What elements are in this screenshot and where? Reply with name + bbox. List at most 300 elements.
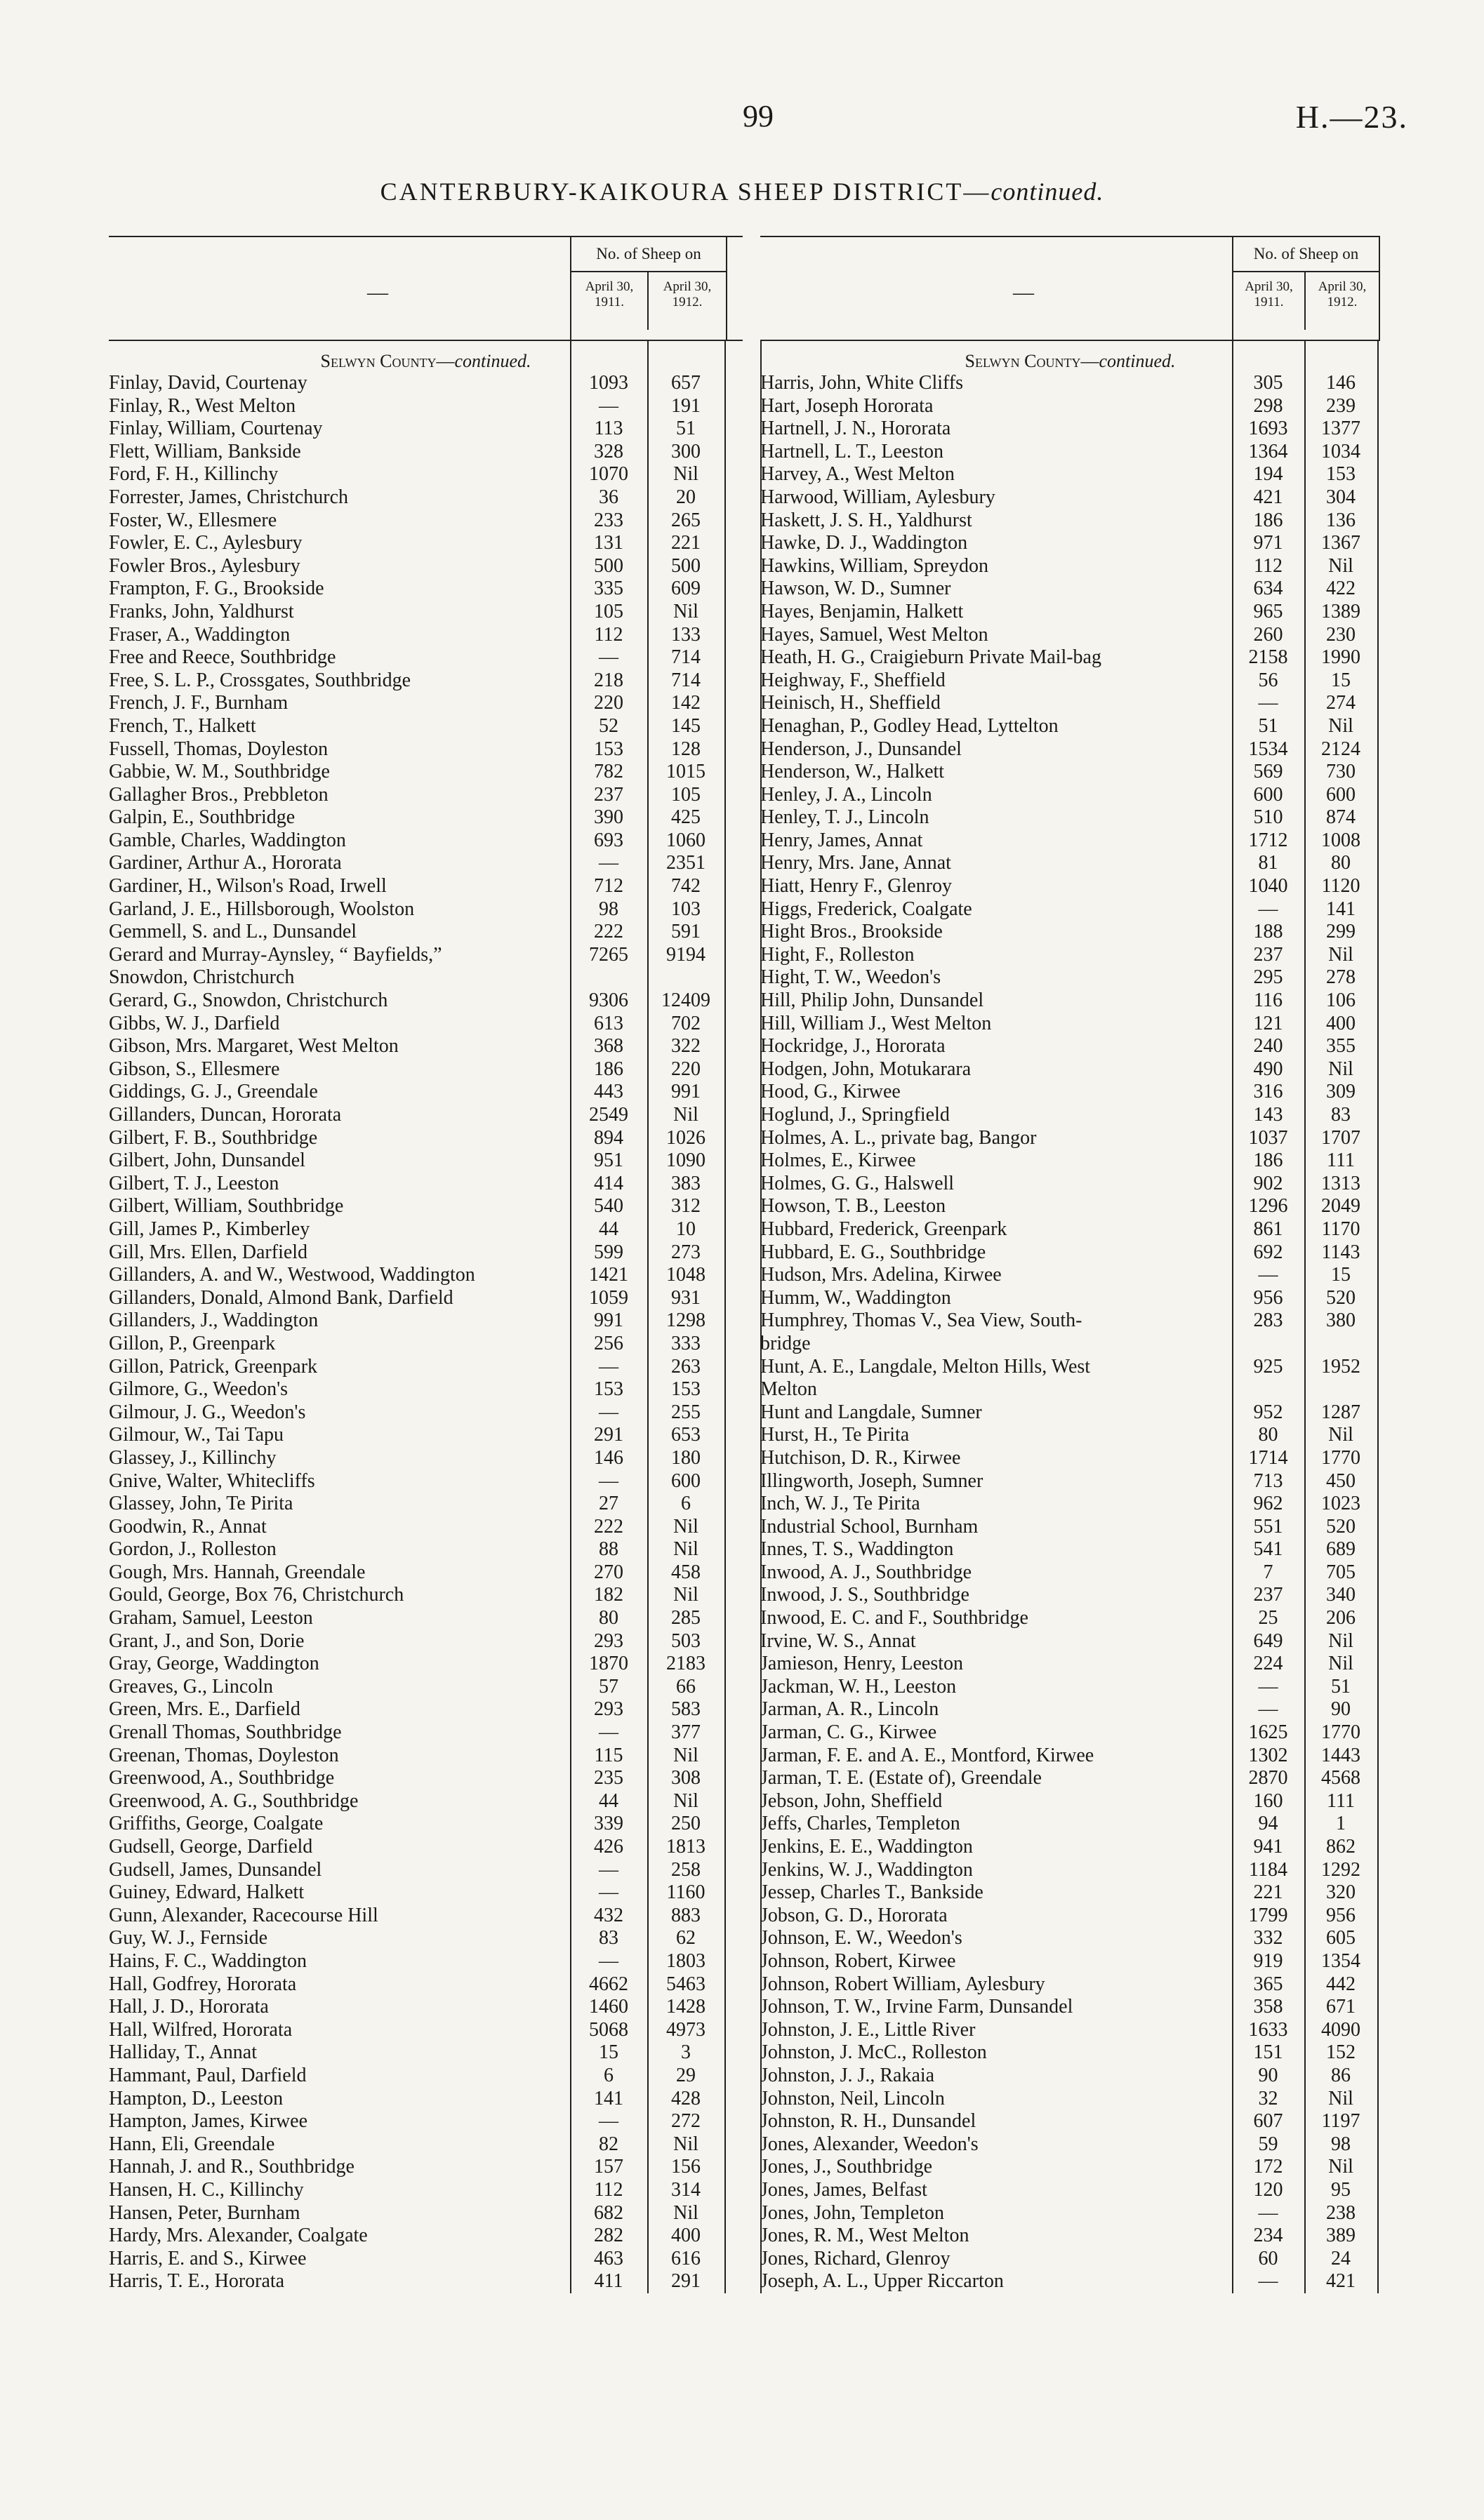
table-row xyxy=(109,1264,743,1287)
sheep-1911: 82 xyxy=(599,2133,618,2155)
right-county-continued: continued. xyxy=(1099,351,1176,371)
table-row xyxy=(109,1333,743,1356)
sheep-1912: 1770 xyxy=(1321,1721,1360,1744)
sheep-1912: 265 xyxy=(671,509,701,531)
sheep-1911: 693 xyxy=(594,829,623,851)
sheep-1912: 278 xyxy=(1326,966,1356,989)
owner-name: Henderson, J., Dunsandel xyxy=(760,738,962,760)
sheep-1912: 2124 xyxy=(1321,738,1360,760)
sheep-1911: — xyxy=(599,1355,618,1378)
table-row xyxy=(109,2248,743,2271)
owner-name: Hannah, J. and R., Southbridge xyxy=(109,2156,355,2178)
table-row xyxy=(109,1881,743,1905)
sheep-1911: — xyxy=(1258,2270,1278,2293)
owner-name: Henry, James, Annat xyxy=(760,829,923,851)
sheep-1912: 10 xyxy=(676,1218,696,1240)
owner-name: Industrial School, Burnham xyxy=(760,1515,979,1538)
owner-name: Howson, T. B., Leeston xyxy=(760,1195,946,1218)
table-row xyxy=(760,898,1380,921)
left-table-body xyxy=(109,341,743,2293)
owner-name: Melton xyxy=(760,1378,817,1401)
sheep-1911: 919 xyxy=(1253,1949,1283,1972)
owner-name: Humm, W., Waddington xyxy=(760,1286,951,1309)
table-row xyxy=(109,509,743,533)
sheep-1911: 861 xyxy=(1253,1218,1283,1240)
table-row xyxy=(109,2179,743,2202)
owner-name: Foster, W., Ellesmere xyxy=(109,509,277,531)
table-row xyxy=(109,1790,743,1813)
owner-name: Gilbert, F. B., Southbridge xyxy=(109,1126,318,1149)
table-row xyxy=(109,1127,743,1150)
sheep-1911: 9306 xyxy=(589,989,628,1012)
table-row xyxy=(760,715,1380,738)
table-row xyxy=(760,1607,1380,1630)
sheep-1912: 1060 xyxy=(666,829,705,851)
sheep-1911: 172 xyxy=(1253,2156,1283,2178)
owner-name: Hight, F., Rolleston xyxy=(760,943,915,966)
table-row xyxy=(760,1173,1380,1196)
sheep-1911: 44 xyxy=(599,1218,618,1240)
owner-name: Gardiner, H., Wilson's Road, Irwell xyxy=(109,875,387,898)
table-row xyxy=(109,1836,743,1859)
owner-name: Hardy, Mrs. Alexander, Coalgate xyxy=(109,2225,368,2247)
sheep-1911: 295 xyxy=(1253,966,1283,989)
left-header-col-1911: April 30, 1911. xyxy=(571,271,649,330)
owner-name: Hudson, Mrs. Adelina, Kirwee xyxy=(760,1264,1002,1286)
table-row xyxy=(109,2270,743,2293)
owner-name: Johnston, J. J., Rakaia xyxy=(760,2064,935,2086)
sheep-1911: 902 xyxy=(1253,1172,1283,1194)
table-row xyxy=(109,1698,743,1721)
sheep-1912: 714 xyxy=(671,669,701,691)
sheep-1911: 956 xyxy=(1253,1286,1283,1309)
sheep-1912: 1120 xyxy=(1321,875,1360,898)
sheep-1912: 142 xyxy=(671,692,701,714)
owner-name: Johnson, Robert, Kirwee xyxy=(760,1949,956,1972)
sheep-1912: 2351 xyxy=(666,852,705,874)
table-row xyxy=(109,1149,743,1173)
owner-name: Gunn, Alexander, Racecourse Hill xyxy=(109,1904,378,1926)
table-row xyxy=(760,1264,1380,1287)
sheep-1912: 730 xyxy=(1326,761,1356,783)
owner-name: French, T., Halkett xyxy=(109,714,256,737)
sheep-1912: 3 xyxy=(681,2041,691,2064)
table-row xyxy=(760,829,1380,853)
owner-name: Snowdon, Christchurch xyxy=(109,966,295,989)
sheep-1911: 1799 xyxy=(1248,1904,1288,1926)
owner-name: Haskett, J. S. H., Yaldhurst xyxy=(760,509,972,531)
table-row xyxy=(109,601,743,624)
sheep-1912: 314 xyxy=(671,2178,701,2201)
sheep-1912: 389 xyxy=(1326,2225,1356,2247)
table-row xyxy=(760,1905,1380,1928)
table-row xyxy=(760,2133,1380,2156)
table-row xyxy=(109,2019,743,2042)
table-row xyxy=(760,1721,1380,1745)
right-header-dash: — xyxy=(1013,281,1034,304)
sheep-1911: 112 xyxy=(594,2178,623,2201)
owner-name: Griffiths, George, Coalgate xyxy=(109,1813,324,1835)
sheep-1912: 9194 xyxy=(666,943,705,966)
owner-name: Jones, Richard, Glenroy xyxy=(760,2247,950,2269)
owner-name: Jarman, C. G., Kirwee xyxy=(760,1721,937,1744)
table-row xyxy=(760,738,1380,761)
sheep-1912: 616 xyxy=(671,2247,701,2269)
sheep-1912: Nil xyxy=(673,600,698,622)
table-row xyxy=(109,2202,743,2225)
sheep-1912: 520 xyxy=(1326,1515,1356,1538)
table-row xyxy=(760,1973,1380,1996)
sheep-1911: — xyxy=(1258,898,1278,920)
table-row xyxy=(760,1653,1380,1676)
sheep-1911: 1693 xyxy=(1248,418,1288,440)
page-number: 99 xyxy=(743,99,774,133)
table-row xyxy=(109,989,743,1013)
owner-name: Guy, W. J., Fernside xyxy=(109,1927,268,1949)
sheep-1912: Nil xyxy=(1328,2156,1353,2178)
owner-name: Finlay, William, Courtenay xyxy=(109,418,323,440)
sheep-1911: 293 xyxy=(594,1698,623,1721)
table-row xyxy=(760,646,1380,669)
sheep-1911: 15 xyxy=(599,2041,618,2064)
sheep-1912: Nil xyxy=(1328,1629,1353,1652)
table-row xyxy=(109,2088,743,2111)
sheep-1911: 894 xyxy=(594,1126,623,1149)
owner-name: Hubbard, E. G., Southbridge xyxy=(760,1241,986,1263)
owner-name: Heighway, F., Sheffield xyxy=(760,669,946,691)
table-row xyxy=(760,2041,1380,2065)
sheep-1911: 80 xyxy=(599,1607,618,1629)
sheep-1912: 377 xyxy=(671,1721,701,1744)
sheep-1912: 312 xyxy=(671,1195,701,1218)
sheep-1911: — xyxy=(599,394,618,417)
sheep-1912: 991 xyxy=(671,1081,701,1103)
owner-name: Harris, E. and S., Kirwee xyxy=(109,2247,307,2269)
sheep-1911: 153 xyxy=(594,1378,623,1401)
sheep-1912: 1377 xyxy=(1321,418,1360,440)
right-table-header xyxy=(760,236,1380,341)
left-rows xyxy=(109,372,743,2293)
sheep-1912: 4973 xyxy=(666,2018,705,2041)
table-row xyxy=(109,1218,743,1241)
table-row xyxy=(109,1973,743,1996)
sheep-1911: 186 xyxy=(1253,509,1283,531)
sheep-1911: 25 xyxy=(1258,1607,1278,1629)
sheep-1912: 1170 xyxy=(1321,1218,1360,1240)
owner-name: Hockridge, J., Hororata xyxy=(760,1035,946,1058)
sheep-1912: 153 xyxy=(671,1378,701,1401)
sheep-1912: 653 xyxy=(671,1424,701,1446)
sheep-1911: — xyxy=(599,2110,618,2133)
owner-name: Greenwood, A. G., Southbridge xyxy=(109,1789,359,1812)
table-row xyxy=(109,395,743,418)
sheep-1912: 1008 xyxy=(1321,829,1360,851)
sheep-1912: 609 xyxy=(671,578,701,600)
sheep-1912: 238 xyxy=(1326,2201,1356,2224)
table-row xyxy=(109,1195,743,1218)
sheep-1911: 291 xyxy=(594,1424,623,1446)
sheep-1912: 458 xyxy=(671,1561,701,1583)
table-row xyxy=(760,692,1380,715)
sheep-1912: 1026 xyxy=(666,1126,705,1149)
sheep-1911: 1093 xyxy=(589,372,628,394)
owner-name: Hill, Philip John, Dunsandel xyxy=(760,989,984,1012)
right-header-group-title: No. of Sheep on xyxy=(1233,237,1379,272)
sheep-1912: Nil xyxy=(1328,1653,1353,1675)
sheep-1912: 1367 xyxy=(1321,532,1360,554)
sheep-1911: 81 xyxy=(1258,852,1278,874)
sheep-1911: 186 xyxy=(594,1058,623,1080)
owner-name: Hayes, Benjamin, Halkett xyxy=(760,600,964,622)
sheep-1911: — xyxy=(599,646,618,669)
table-row xyxy=(109,486,743,509)
owner-name: Glassey, J., Killinchy xyxy=(109,1446,277,1469)
sheep-1911: 432 xyxy=(594,1904,623,1926)
table-row xyxy=(109,1378,743,1401)
table-row xyxy=(109,1859,743,1882)
sheep-1911: 188 xyxy=(1253,921,1283,943)
sheep-1912: 15 xyxy=(1331,669,1351,691)
sheep-1912: 12409 xyxy=(661,989,710,1012)
left-county-name: Selwyn County— xyxy=(320,351,455,371)
sheep-1912: 128 xyxy=(671,738,701,760)
sheep-1912: 308 xyxy=(671,1767,701,1789)
sheep-1911: 925 xyxy=(1253,1355,1283,1378)
table-row xyxy=(760,2065,1380,2088)
sheep-1911: 293 xyxy=(594,1629,623,1652)
sheep-1912: 220 xyxy=(671,1058,701,1080)
table-row xyxy=(760,1058,1380,1081)
sheep-1911: 4662 xyxy=(589,1973,628,1995)
sheep-1912: 221 xyxy=(671,532,701,554)
sheep-1912: 15 xyxy=(1331,1264,1351,1286)
owner-name: Johnston, Neil, Lincoln xyxy=(760,2087,945,2109)
sheep-1911: — xyxy=(599,1401,618,1423)
sheep-1911: 971 xyxy=(1253,532,1283,554)
table-row xyxy=(109,1447,743,1470)
sheep-1912: 263 xyxy=(671,1355,701,1378)
sheep-1911: 2870 xyxy=(1248,1767,1288,1789)
table-row xyxy=(760,1013,1380,1036)
sheep-1912: 1292 xyxy=(1321,1858,1360,1881)
sheep-1912: 742 xyxy=(671,875,701,898)
table-row xyxy=(760,1356,1380,1379)
table-row xyxy=(760,1218,1380,1241)
table-row xyxy=(109,1013,743,1036)
sheep-1911: 414 xyxy=(594,1172,623,1194)
table-row xyxy=(760,1881,1380,1905)
sheep-1912: 2049 xyxy=(1321,1195,1360,1218)
sheep-1911: 80 xyxy=(1258,1424,1278,1446)
sheep-1911: 712 xyxy=(594,875,623,898)
table-row xyxy=(760,601,1380,624)
table-row xyxy=(760,1470,1380,1493)
sheep-1911: 44 xyxy=(599,1789,618,1812)
right-header-col-1912: April 30, 1912. xyxy=(1318,279,1367,309)
owner-name: Johnston, R. H., Dunsandel xyxy=(760,2110,976,2133)
owner-name: Jarman, T. E. (Estate of), Greendale xyxy=(760,1767,1042,1789)
table-row xyxy=(760,441,1380,464)
sheep-1912: 206 xyxy=(1326,1607,1356,1629)
table-row xyxy=(760,1767,1380,1790)
sheep-1911: 237 xyxy=(594,783,623,806)
owner-name: Hubbard, Frederick, Greenpark xyxy=(760,1218,1007,1240)
sheep-1911: 235 xyxy=(594,1767,623,1789)
sheep-1911: — xyxy=(1258,1698,1278,1721)
owner-name: Gibson, S., Ellesmere xyxy=(109,1058,280,1080)
sheep-1911: 541 xyxy=(1253,1538,1283,1561)
owner-name: Free, S. L. P., Crossgates, Southbridge xyxy=(109,669,411,691)
table-row xyxy=(109,555,743,578)
table-row xyxy=(760,1378,1380,1401)
table-row xyxy=(109,1767,743,1790)
table-row xyxy=(760,2110,1380,2133)
page-heading-main: CANTERBURY-KAIKOURA SHEEP DISTRICT— xyxy=(380,178,991,206)
sheep-1911: 540 xyxy=(594,1195,623,1218)
right-county-name: Selwyn County— xyxy=(965,351,1099,371)
owner-name: Graham, Samuel, Leeston xyxy=(109,1607,313,1629)
sheep-1912: Nil xyxy=(673,1789,698,1812)
sheep-1911: 298 xyxy=(1253,394,1283,417)
owner-name: Fowler Bros., Aylesbury xyxy=(109,554,300,577)
sheep-1911: 7 xyxy=(1263,1561,1273,1583)
sheep-1911: 220 xyxy=(594,692,623,714)
sheep-1912: 874 xyxy=(1326,806,1356,829)
table-row xyxy=(109,418,743,441)
table-row xyxy=(109,829,743,853)
sheep-1912: Nil xyxy=(673,1104,698,1126)
sheep-1911: 600 xyxy=(1253,783,1283,806)
table-row xyxy=(109,1493,743,1516)
sheep-1911: 365 xyxy=(1253,1973,1283,1995)
sheep-1912: 274 xyxy=(1326,692,1356,714)
sheep-1912: 62 xyxy=(676,1927,696,1949)
sheep-1912: 600 xyxy=(671,1469,701,1492)
sheep-1912: 1298 xyxy=(666,1309,705,1332)
table-row xyxy=(760,1081,1380,1104)
table-row xyxy=(760,2156,1380,2179)
table-row xyxy=(760,418,1380,441)
sheep-1912: 1389 xyxy=(1321,600,1360,622)
table-row xyxy=(109,1996,743,2019)
sheep-1911: 332 xyxy=(1253,1927,1283,1949)
table-row xyxy=(760,1698,1380,1721)
owner-name: Holmes, G. G., Halswell xyxy=(760,1172,955,1194)
sheep-1912: 422 xyxy=(1326,578,1356,600)
sheep-1912: 86 xyxy=(1331,2064,1351,2086)
sheep-1912: 255 xyxy=(671,1401,701,1423)
owner-name: Gould, George, Box 76, Christchurch xyxy=(109,1584,404,1606)
owner-name: Inwood, J. S., Southbridge xyxy=(760,1584,969,1606)
table-row xyxy=(760,372,1380,395)
owner-name: Jeffs, Charles, Templeton xyxy=(760,1813,960,1835)
sheep-1912: Nil xyxy=(1328,2087,1353,2109)
owner-name: Fowler, E. C., Aylesbury xyxy=(109,532,303,554)
sheep-1912: 153 xyxy=(1326,463,1356,486)
sheep-1911: 500 xyxy=(594,554,623,577)
sheep-1912: 400 xyxy=(1326,1012,1356,1034)
sheep-1911: 390 xyxy=(594,806,623,829)
sheep-1911: 224 xyxy=(1253,1653,1283,1675)
sheep-1911: 328 xyxy=(594,440,623,462)
owner-name: Gordon, J., Rolleston xyxy=(109,1538,277,1561)
table-row xyxy=(760,1790,1380,1813)
owner-name: Hall, J. D., Hororata xyxy=(109,1996,269,2018)
table-row xyxy=(760,1195,1380,1218)
table-row xyxy=(760,1309,1380,1333)
table-row xyxy=(109,1538,743,1561)
sheep-1912: Nil xyxy=(673,463,698,486)
sheep-1912: 66 xyxy=(676,1675,696,1698)
left-header-group-title: No. of Sheep on xyxy=(571,237,726,272)
sheep-1911: 1037 xyxy=(1248,1126,1288,1149)
owner-name: bridge xyxy=(760,1332,811,1354)
sheep-1911: 607 xyxy=(1253,2110,1283,2133)
owner-name: Humphrey, Thomas V., Sea View, South- xyxy=(760,1309,1082,1332)
sheep-1912: 931 xyxy=(671,1286,701,1309)
sheep-1912: 95 xyxy=(1331,2178,1351,2201)
owner-name: Hoglund, J., Springfield xyxy=(760,1104,950,1126)
sheep-1912: 24 xyxy=(1331,2247,1351,2269)
owner-name: Gillanders, J., Waddington xyxy=(109,1309,319,1332)
table-row xyxy=(760,1516,1380,1539)
table-row xyxy=(109,692,743,715)
owner-name: Gudsell, George, Darfield xyxy=(109,1836,313,1858)
sheep-1912: 111 xyxy=(1327,1149,1355,1172)
owner-name: Gamble, Charles, Waddington xyxy=(109,829,346,851)
sheep-1911: 941 xyxy=(1253,1836,1283,1858)
table-row xyxy=(760,1333,1380,1356)
sheep-1911: 36 xyxy=(599,486,618,508)
table-row xyxy=(109,966,743,989)
table-row xyxy=(109,372,743,395)
owner-name: French, J. F., Burnham xyxy=(109,692,289,714)
owner-name: Hiatt, Henry F., Glenroy xyxy=(760,875,953,898)
sheep-1911: — xyxy=(1258,692,1278,714)
table-row xyxy=(760,1127,1380,1150)
right-table xyxy=(760,236,1380,2293)
table-row xyxy=(109,1721,743,1745)
sheep-1911: 1712 xyxy=(1248,829,1288,851)
sheep-1912: 1015 xyxy=(666,761,705,783)
sheep-1912: 355 xyxy=(1326,1035,1356,1058)
sheep-1912: 20 xyxy=(676,486,696,508)
sheep-1911: 115 xyxy=(594,1744,623,1766)
owner-name: Johnson, E. W., Weedon's xyxy=(760,1927,962,1949)
sheep-1912: Nil xyxy=(673,1538,698,1561)
sheep-1912: 1813 xyxy=(666,1836,705,1858)
owner-name: Free and Reece, Southbridge xyxy=(109,646,336,669)
sheep-1911: 692 xyxy=(1253,1241,1283,1263)
sheep-1911: 283 xyxy=(1253,1309,1283,1332)
sheep-1912: 450 xyxy=(1326,1469,1356,1492)
owner-name: Hampton, James, Kirwee xyxy=(109,2110,308,2133)
owner-name: Gerard, G., Snowdon, Christchurch xyxy=(109,989,388,1012)
sheep-1912: 136 xyxy=(1326,509,1356,531)
table-row xyxy=(109,624,743,647)
sheep-1912: 425 xyxy=(671,806,701,829)
sheep-1912: 714 xyxy=(671,646,701,669)
table-row xyxy=(760,1447,1380,1470)
right-rows xyxy=(760,372,1380,2293)
sheep-1912: 309 xyxy=(1326,1081,1356,1103)
table-row xyxy=(109,1584,743,1607)
sheep-1912: Nil xyxy=(673,1584,698,1606)
sheep-1911: 7265 xyxy=(589,943,628,966)
owner-name: Greaves, G., Lincoln xyxy=(109,1675,274,1698)
owner-name: Gudsell, James, Dunsandel xyxy=(109,1858,322,1881)
sheep-1912: 191 xyxy=(671,394,701,417)
